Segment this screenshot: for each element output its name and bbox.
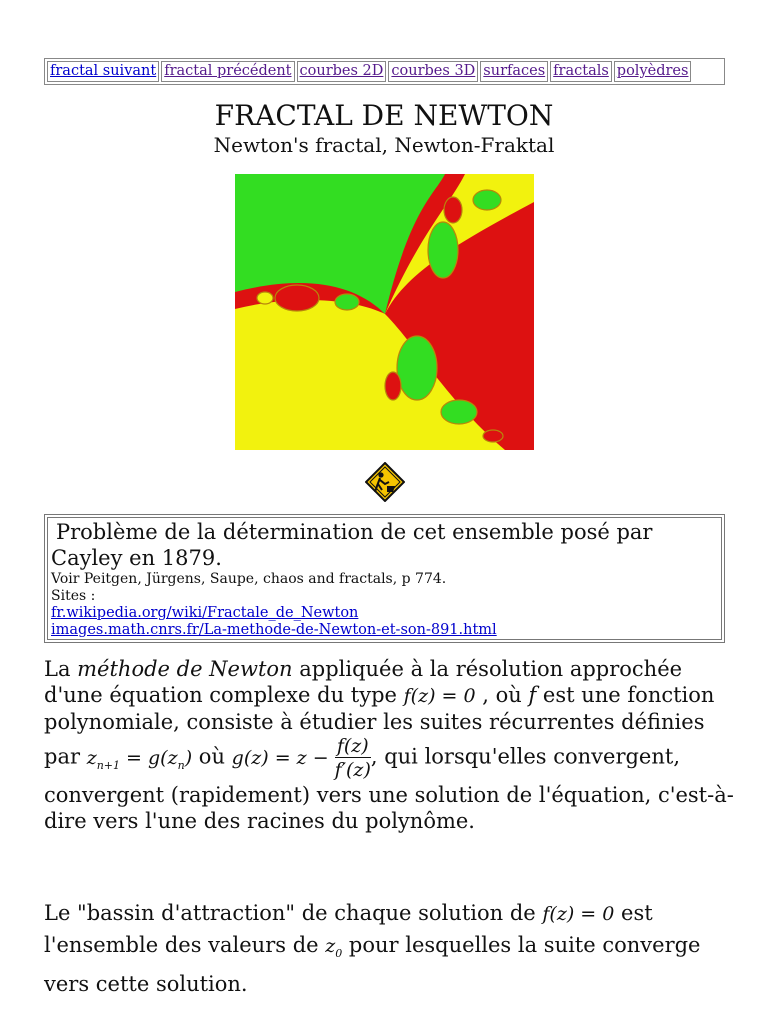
fractal-bulb [444,197,462,223]
p2-text-c: pour lesquelles la suite converge vers cette solution. [44,933,701,996]
equation-recurrence: $z_{n+1} = g(z_n)$ [86,746,193,772]
p1-method: méthode de Newton [77,657,293,681]
p1-text-c: , où [475,683,529,707]
link-cnrs[interactable]: images.math.cnrs.fr/La-methode-de-Newton-et-son-891.html [51,622,497,638]
link-wikipedia[interactable]: fr.wikipedia.org/wiki/Fractale_de_Newton [51,605,359,621]
p1-text-b: appliquée à la résolution approchée d'une équation complexe du type [44,657,683,707]
nav-bar [44,58,725,85]
p1-text-d: est une fonction polynomiale, consiste à étudier les suites récurrentes définies par [44,683,715,769]
p2-text-a: Le "bassin d'attraction" de chaque solution de [44,901,543,925]
info-headline: Problème de la détermination de cet ensemble posé par Cayley en 1879. [51,520,653,570]
symbol-z0: $z_0$ [325,935,343,960]
page-title: FRACTAL DE NEWTON [214,99,554,132]
fractal-bulb [397,336,437,400]
equation-f-zero: f(z) = 0 [403,685,476,707]
fractal-bulb [483,430,503,442]
fractal-bulb [335,294,359,310]
p1-text-e: où [192,744,232,769]
equation-g: g(z) = z − $\frac{f(z)}{f'(z)}$ [231,735,371,781]
newton-fractal-image [235,174,534,450]
fractal-bulb [257,292,273,304]
p1-text-g: , qui lorsqu'elles convergent, convergent (rapidement) vers une solution de l'équation, c'est-à-dire vers l'une des racines du polynôme. [44,744,734,833]
fractal-bulb [275,285,319,311]
p1-f: f [528,683,537,707]
work-in-progress-sign-icon [365,462,405,502]
equation-f-zero-2: f(z) = 0 [542,903,615,925]
p2-text-b: est l'ensemble des valeurs de [44,901,653,957]
fractal-bulb [428,222,458,278]
nav-link-2[interactable]: courbes 2D [297,61,387,82]
paragraph-newton-method [44,656,734,834]
p1-text-a: La [44,657,78,681]
info-sites-label: Sites : [51,588,96,604]
nav-link-5[interactable]: fractals [550,61,612,82]
paragraph-basin [44,898,734,1000]
nav-link-4[interactable]: surfaces [480,61,548,82]
page-subtitle: Newton's fractal, Newton-Fraktal [213,133,555,157]
nav-link-3[interactable]: courbes 3D [388,61,478,82]
fractal-bulb [441,400,477,424]
fractal-bulb [473,190,501,210]
info-box [44,514,725,643]
info-reference: Voir Peitgen, Jürgens, Saupe, chaos and fractals, p 774. [51,571,447,587]
nav-link-6[interactable]: polyèdres [614,61,692,82]
fractal-bulb [385,372,401,400]
nav-link-1[interactable]: fractal précédent [161,61,294,82]
nav-link-0[interactable]: fractal suivant [47,61,159,82]
